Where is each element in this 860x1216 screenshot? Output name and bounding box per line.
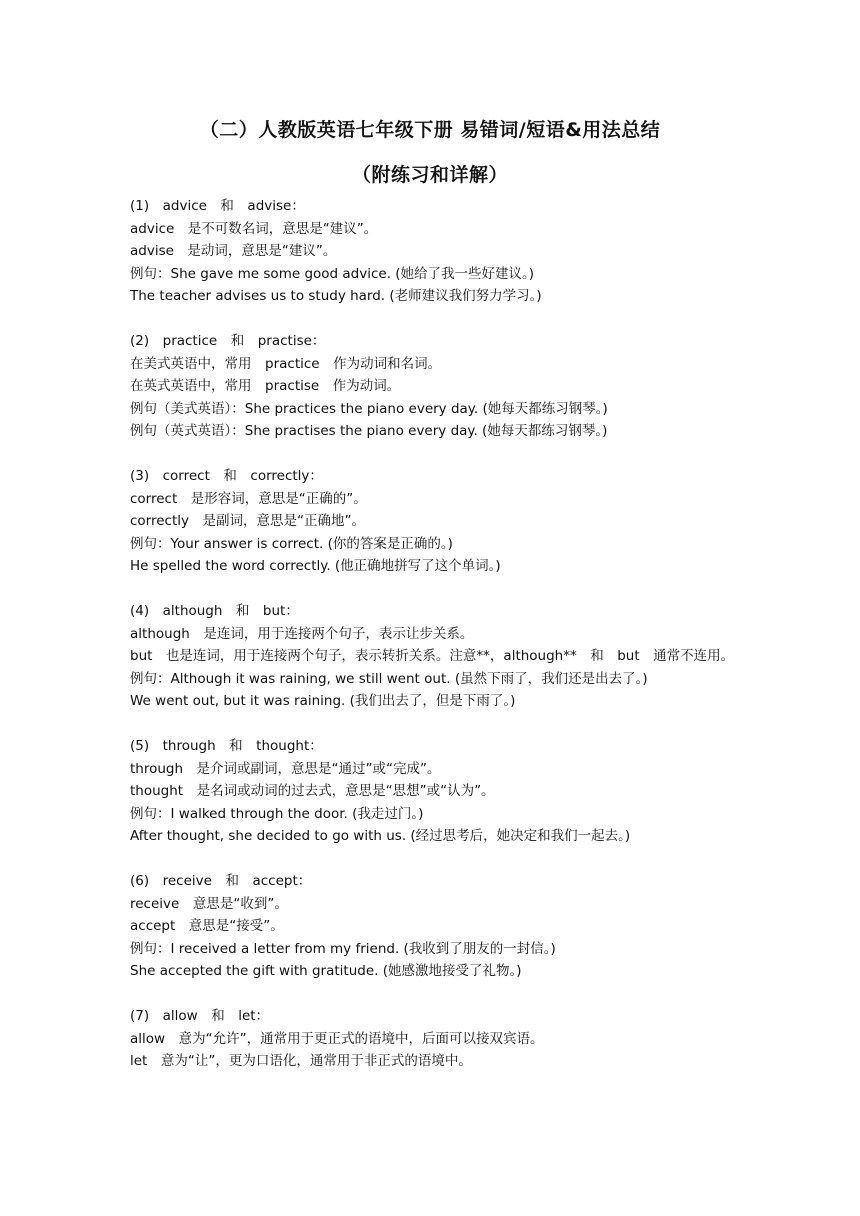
example-line: 例句：I received a letter from my friend. (我收到了朋友的一封信。)	[130, 940, 556, 957]
example-line: She accepted the gift with gratitude. (她感激地接受了礼物。)	[130, 963, 522, 979]
section-allow-let	[130, 1005, 740, 1073]
body-line: accept 意思是“接受”。	[130, 918, 284, 934]
body-line: correct 是形容词，意思是“正确的”。	[130, 490, 367, 507]
example-line: 例句（美式英语）：She practices the piano every day. (她每天都练习钢琴。)	[130, 400, 608, 417]
body-line: 在美式英语中，常用 practice 作为动词和名词。	[130, 355, 442, 372]
example-line: The teacher advises us to study hard. (老师建议我们努力学习。)	[130, 288, 542, 304]
section-although-but	[130, 600, 740, 713]
example-line: He spelled the word correctly. (他正确地拼写了这个单词。)	[130, 558, 501, 574]
example-line: 例句：Although it was raining, we still went out. (虽然下雨了，我们还是出去了。)	[130, 670, 648, 687]
body-line: through 是介词或副词，意思是“通过”或“完成”。	[130, 760, 441, 777]
example-line: We went out, but it was raining. (我们出去了，但是下雨了。)	[130, 693, 516, 709]
section-heading: (7) allow 和 let：	[130, 1008, 270, 1024]
body-line: correctly 是副词，意思是“正确地”。	[130, 513, 365, 529]
body-line: advice 是不可数名词，意思是“建议”。	[130, 220, 378, 237]
section-correct-correctly	[130, 465, 740, 578]
section-heading: (6) receive 和 accept：	[130, 873, 312, 889]
example-line: After thought, she decided to go with us. (经过思考后，她决定和我们一起去。)	[130, 828, 631, 844]
body-line: receive 意思是“收到”。	[130, 895, 288, 912]
example-line: 例句：I walked through the door. (我走过门。)	[130, 805, 424, 822]
example-line: 例句：She gave me some good advice. (她给了我一些好建议。)	[130, 265, 535, 282]
section-advice-advise	[130, 195, 740, 308]
example-line: 例句（英式英语）：She practises the piano every day. (她每天都练习钢琴。)	[130, 423, 608, 439]
body-line: let 意为“让”，更为口语化，通常用于非正式的语境中。	[130, 1053, 472, 1069]
section-heading: (2) practice 和 practise：	[130, 333, 326, 349]
section-heading: (1) advice 和 advise：	[130, 198, 305, 214]
section-receive-accept	[130, 870, 740, 983]
body-line: although 是连词，用于连接两个句子，表示让步关系。	[130, 625, 474, 642]
example-line: 例句：Your answer is correct. (你的答案是正确的。)	[130, 535, 453, 552]
body-line: advise 是动词，意思是“建议”。	[130, 243, 337, 259]
section-heading: (4) although 和 but：	[130, 603, 299, 619]
section-practice-practise	[130, 330, 740, 443]
body-line: allow 意为“允许”，通常用于更正式的语境中，后面可以接双宾语。	[130, 1030, 544, 1047]
section-through-thought	[130, 735, 740, 848]
document-body	[130, 195, 740, 1073]
document-subtitle: （附练习和详解）	[351, 164, 508, 186]
section-heading: (3) correct 和 correctly：	[130, 468, 323, 484]
body-line: thought 是名词或动词的过去式，意思是“思想”或“认为”。	[130, 783, 495, 799]
section-heading: (5) through 和 thought：	[130, 738, 323, 754]
body-line: but 也是连词，用于连接两个句子，表示转折关系。注意**，although** 和 but 通常不连用。	[130, 648, 735, 664]
body-line: 在英式英语中，常用 practise 作为动词。	[130, 378, 401, 394]
document-title: （二）人教版英语七年级下册 易错词/短语&用法总结	[199, 119, 661, 141]
